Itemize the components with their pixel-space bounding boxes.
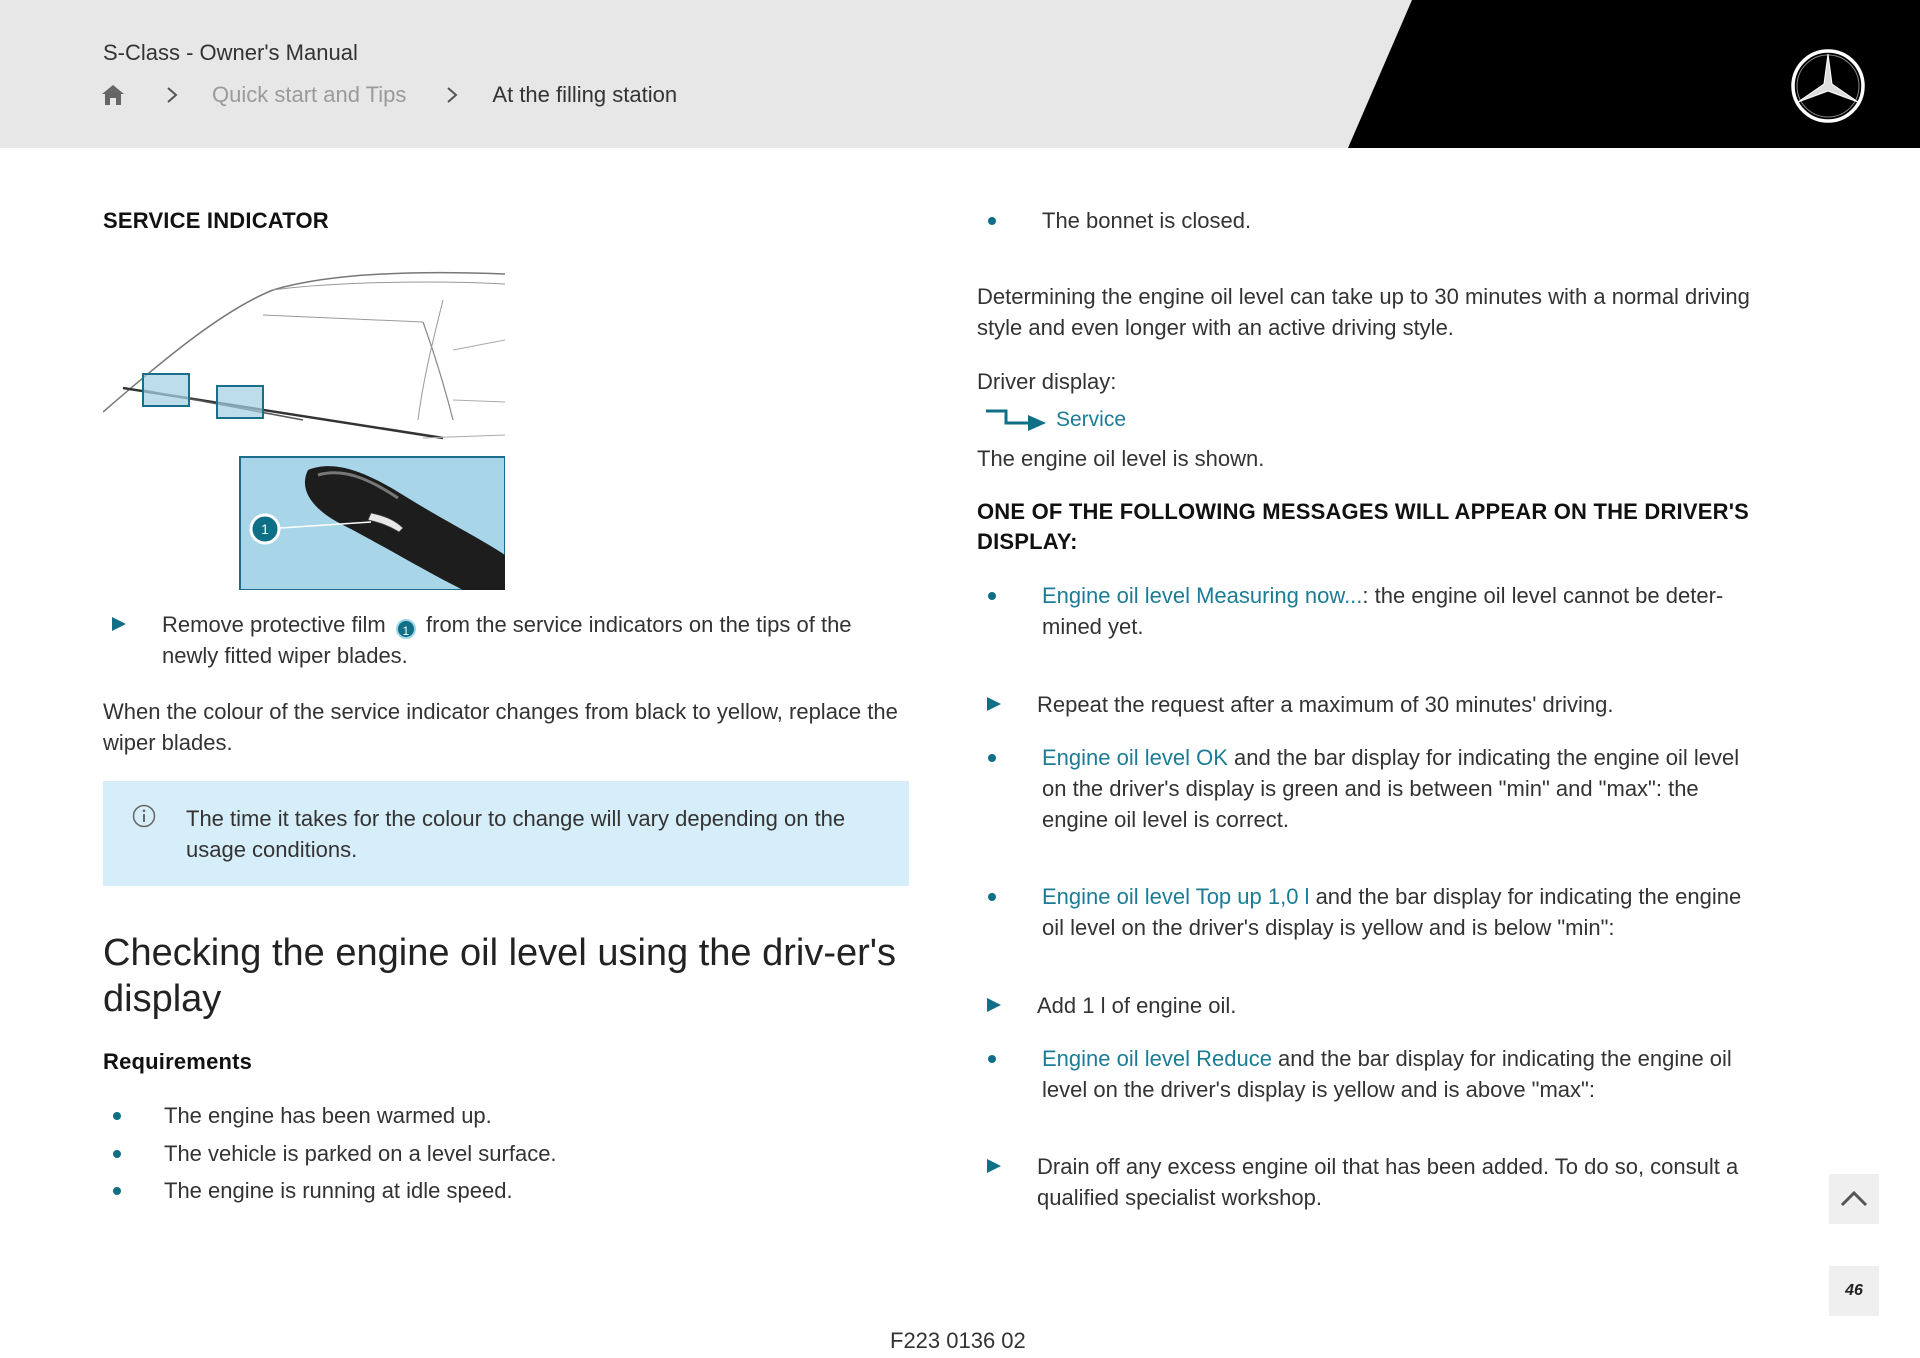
message-top-up-text: and the bar display for indicating the engine oil level on the driver's display is yellow and is below "min":	[1042, 884, 1742, 940]
chevron-right-icon	[442, 85, 462, 105]
section-heading-service-indicator: SERVICE INDICATOR	[103, 208, 329, 233]
bullet-icon	[113, 1150, 121, 1158]
messages-heading: ONE OF THE FOLLOWING MESSAGES WILL APPEAR ON THE DRIVER'S DISPLAY:	[977, 499, 1750, 554]
menu-path	[984, 404, 1126, 435]
bullet-icon	[988, 217, 996, 225]
requirements-heading: Requirements	[103, 1049, 253, 1074]
step-repeat-request	[985, 689, 1613, 720]
step-arrow-icon	[985, 996, 1003, 1014]
list-item	[113, 1138, 557, 1169]
illustration-callout-number: 1	[261, 521, 269, 537]
chevron-right-icon	[162, 85, 182, 105]
page-header	[0, 0, 1920, 148]
message-top-up[interactable]: Engine oil level Top up 1,0 l	[1042, 884, 1310, 909]
info-box	[103, 781, 909, 886]
step-remove-text-end: from the service indicators on the tips of the newly fitted wiper blades.	[162, 612, 852, 668]
info-icon	[132, 804, 156, 828]
step-arrow-icon	[985, 1157, 1003, 1175]
scroll-to-top-button[interactable]	[1829, 1174, 1879, 1224]
step-drain-oil	[985, 1151, 1775, 1213]
requirement-idle: The engine is running at idle speed.	[164, 1178, 513, 1203]
list-item	[988, 742, 1768, 835]
determining-paragraph: Determining the engine oil level can take up to 30 minutes with a normal driving style and even longer with an active driving style.	[977, 284, 1750, 340]
list-item	[988, 1043, 1768, 1105]
step-repeat-text: Repeat the request after a maximum of 30 minutes' driving.	[1037, 692, 1614, 717]
info-box-text: The time it takes for the colour to change will vary depending on the usage conditions.	[186, 806, 846, 862]
breadcrumb-quick-start[interactable]: Quick start and Tips	[212, 82, 407, 107]
bullet-icon	[113, 1187, 121, 1195]
step-remove-film	[110, 609, 910, 671]
message-reduce-text: and the bar display for indicating the engine oil level on the driver's display is yellow and is above "max":	[1042, 1046, 1732, 1102]
bullet-icon	[988, 754, 996, 762]
requirement-level: The vehicle is parked on a level surface.	[164, 1141, 557, 1166]
page-number-button[interactable]	[1829, 1266, 1879, 1316]
message-measuring-text: : the engine oil level cannot be deter-mined yet.	[1042, 583, 1724, 639]
chevron-up-icon	[1839, 1189, 1869, 1209]
bullet-icon	[988, 1055, 996, 1063]
list-item	[113, 1175, 513, 1206]
figure-id: F223 0136 02	[890, 1328, 1026, 1353]
list-item	[988, 580, 1768, 642]
mercedes-star-logo[interactable]	[1788, 46, 1868, 126]
home-icon[interactable]	[100, 83, 126, 107]
page-number: 46	[1845, 1282, 1863, 1299]
main-heading: Checking the engine oil level using the driv-er's display	[103, 932, 897, 1020]
driver-display-label: Driver display:	[977, 369, 1117, 394]
breadcrumb-current: At the filling station	[492, 82, 678, 107]
step-remove-text-start: Remove protective film	[162, 612, 386, 637]
message-measuring[interactable]: Engine oil level Measuring now...	[1042, 583, 1363, 608]
bullet-icon	[988, 592, 996, 600]
step-arrow-icon	[985, 695, 1003, 713]
colour-change-paragraph: When the colour of the service indicator changes from black to yellow, replace the wiper blades.	[103, 699, 898, 755]
header-black-panel	[0, 0, 1920, 148]
requirement-warm: The engine has been warmed up.	[164, 1103, 492, 1128]
message-oil-ok[interactable]: Engine oil level OK	[1042, 745, 1228, 770]
menu-service-link[interactable]: Service	[1056, 408, 1127, 431]
step-drain-oil-text: Drain off any excess engine oil that has been added. To do so, consult a qualified specialist workshop.	[1037, 1154, 1739, 1210]
wiper-blade-illustration	[103, 270, 505, 590]
list-item	[988, 881, 1768, 943]
breadcrumb	[100, 82, 677, 108]
bullet-icon	[988, 893, 996, 901]
list-item	[988, 205, 1251, 236]
list-item	[113, 1100, 492, 1131]
step-add-oil-text: Add 1 l of engine oil.	[1037, 993, 1237, 1018]
oil-shown-paragraph: The engine oil level is shown.	[977, 446, 1265, 471]
message-oil-ok-text: and the bar display for indicating the engine oil level on the driver's display is green and is between "min" and "max": the engine oil level is correct.	[1042, 745, 1740, 832]
requirement-bonnet: The bonnet is closed.	[1042, 208, 1252, 233]
message-reduce[interactable]: Engine oil level Reduce	[1042, 1046, 1272, 1071]
manual-title: S-Class - Owner's Manual	[103, 40, 358, 65]
callout-number-badge: 1	[396, 619, 416, 639]
menu-arrow-icon	[984, 405, 1050, 435]
step-add-oil	[985, 990, 1236, 1021]
bullet-icon	[113, 1112, 121, 1120]
step-arrow-icon	[110, 615, 128, 633]
